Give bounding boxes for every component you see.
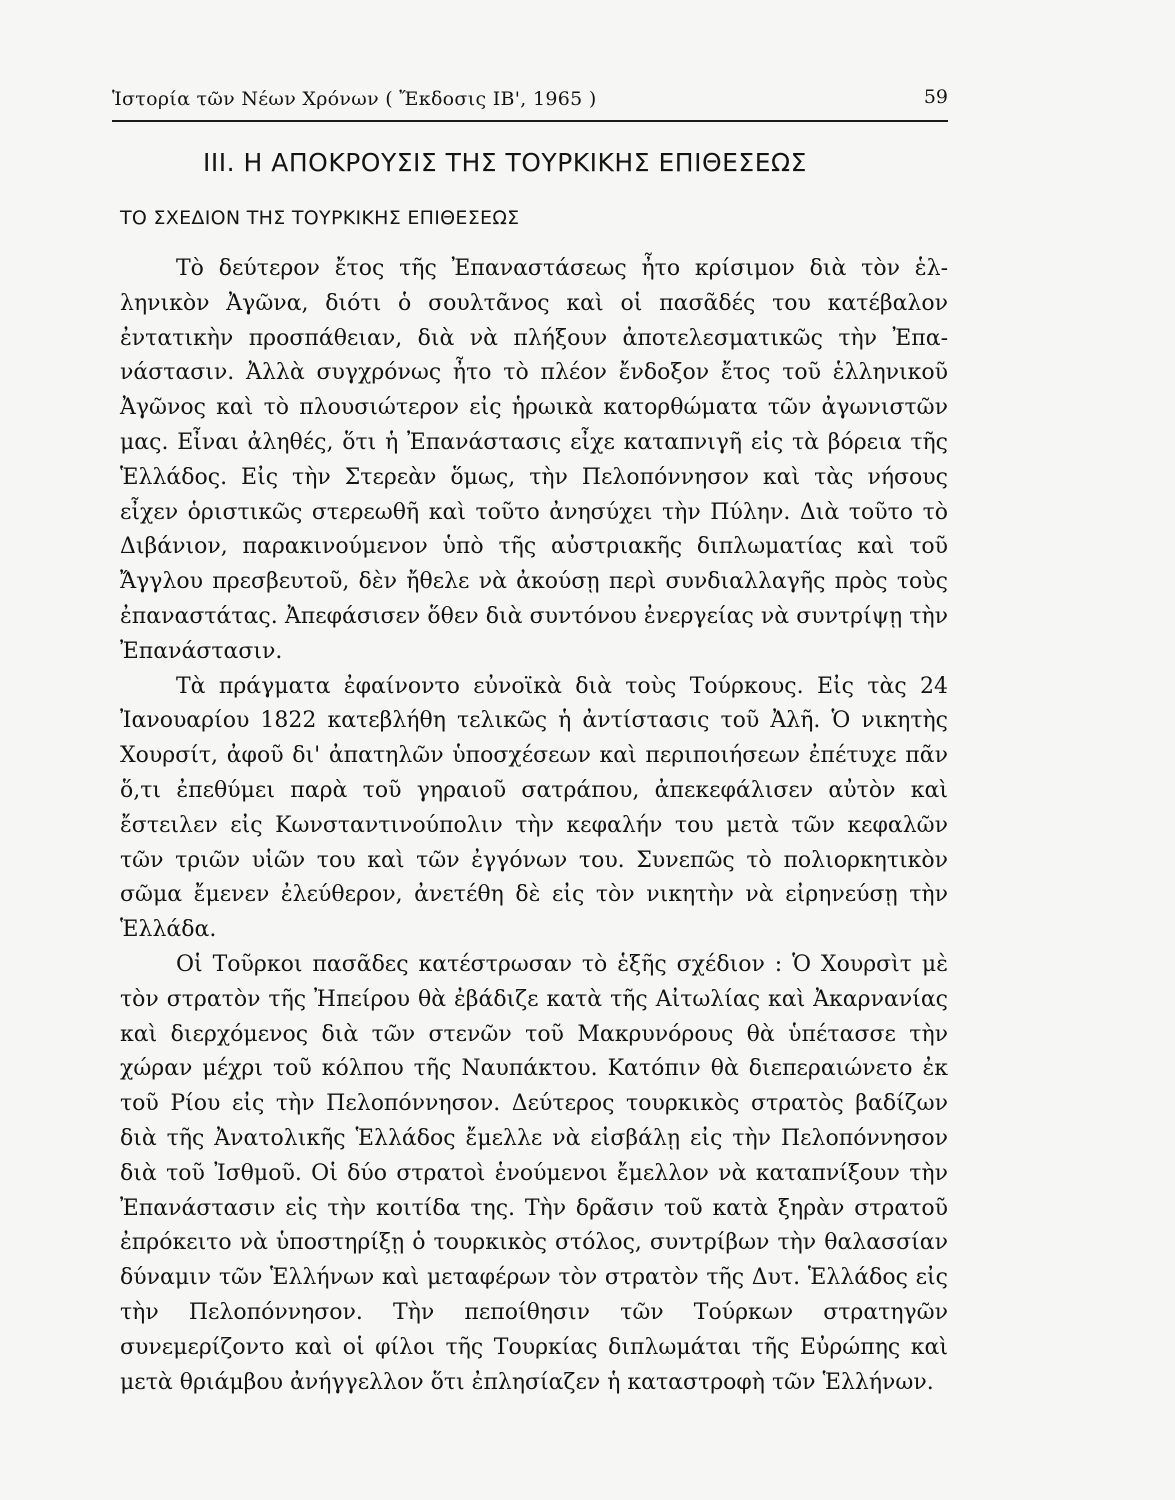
page-number: 59 [923,86,948,108]
running-title: Ἱστορία τῶν Νέων Χρόνων ( Ἔκδοσις ΙΒ', 1965 ) [112,88,597,110]
section-title: ΤΟ ΣΧΕΔΙΟΝ ΤΗΣ ΤΟΥΡΚΙΚΗΣ ΕΠΙΘΕΣΕΩΣ [120,207,520,229]
running-header [112,84,948,114]
header-rule [112,120,948,122]
body-text [120,252,948,1400]
paragraph: Τὰ πράγματα ἐφαίνοντο εὐνοϊκὰ διὰ τοὺς Τούρκους. Εἰς τὰς 24 Ἰανουαρίου 1822 κατεβλήθη τελικῶς ἡ ἀντίστασις τοῦ Ἀλῆ. Ὁ νικητὴς Χουρσίτ, ἀφοῦ δι' ἀπατηλῶν ὑποσχέσεων καὶ περιποιήσεων ἐπέτυχε πᾶν ὅ,τι ἐπεθύμει παρὰ τοῦ γηραιοῦ σατράπου, ἀπεκεφάλισεν αὐτὸν καὶ ἔστειλεν εἰς Κωνσταντινούπολιν τὴν κεφαλήν του μετὰ τῶν κεφαλῶν τῶν τριῶν υἱῶν του καὶ τῶν ἐγγόνων του. Συνεπῶς τὸ πολιορκητικὸν σῶμα ἔμενεν ἐλεύθερον, ἀνετέθη δὲ εἰς τὸν νικητὴν νὰ εἰρηνεύσῃ τὴν Ἑλλάδα. [120,673,948,943]
paragraph: Οἱ Τοῦρκοι πασᾶδες κατέστρωσαν τὸ ἑξῆς σχέδιον : Ὁ Χουρσὶτ μὲ τὸν στρατὸν τῆς Ἠπείρου θὰ ἐβάδιζε κατὰ τῆς Αἰτωλίας καὶ Ἀκαρνανίας καὶ διερχόμενος διὰ τῶν στενῶν τοῦ Μακρυνόρους θὰ ὑπέτασσε τὴν χώραν μέχρι τοῦ κόλπου τῆς Ναυπάκτου. Κατόπιν θὰ διεπεραιώνετο ἐκ τοῦ Ρίου εἰς τὴν Πελοπόννησον. Δεύτερος τουρκικὸς στρατὸς βαδίζων διὰ τῆς Ἀνατολικῆς Ἑλλάδος ἔμελλε νὰ εἰσβάλῃ εἰς τὴν Πελοπόννησον διὰ τοῦ Ἰσθμοῦ. Οἱ δύο στρατοὶ ἑνούμενοι ἔμελλον νὰ καταπνίξουν τὴν Ἐπανάστασιν εἰς τὴν κοιτίδα της. Τὴν δρᾶσιν τοῦ κατὰ ξηρὰν στρατοῦ ἐπρόκειτο νὰ ὑποστηρίξῃ ὁ τουρκικὸς στόλος, συντρίβων τὴν θαλασσίαν δύναμιν τῶν Ἑλλήνων καὶ μεταφέρων τὸν στρατὸν τῆς Δυτ. Ἑλλάδος εἰς τὴν Πελοπόννησον. Τὴν πεποίθησιν τῶν Τούρκων στρατηγῶν συνεμερίζοντο καὶ οἱ φίλοι τῆς Τουρκίας διπλωμάται τῆς Εὐρώπης καὶ μετὰ θριάμβου ἀνήγγελλον ὅτι ἐπλησίαζεν ἡ καταστροφὴ τῶν Ἑλλήνων. [120,951,948,1395]
chapter-title: III. Η ΑΠΟΚΡΟΥΣΙΣ ΤΗΣ ΤΟΥΡΚΙΚΗΣ ΕΠΙΘΕΣΕΩΣ [203,148,807,177]
paragraph: Τὸ δεύτερον ἔτος τῆς Ἐπαναστάσεως ἦτο κρίσιμον διὰ τὸν ἑλληνικὸν Ἀγῶνα, διότι ὁ σουλτᾶνος καὶ οἱ πασᾶδές του κατέβαλον ἐντατικὴν προσπάθειαν, διὰ νὰ πλήξουν ἀποτελεσματικῶς τὴν Ἐπανάστασιν. Ἀλλὰ συγχρόνως ἦτο τὸ πλέον ἔνδοξον ἔτος τοῦ ἑλληνικοῦ Ἀγῶνος καὶ τὸ πλουσιώτερον εἰς ἡρωικὰ κατορθώματα τῶν ἀγωνιστῶν μας. Εἶναι ἀληθές, ὅτι ἡ Ἐπανάστασις εἶχε καταπνιγῆ εἰς τὰ βόρεια τῆς Ἑλλάδος. Εἰς τὴν Στερεὰν ὅμως, τὴν Πελοπόννησον καὶ τὰς νήσους εἶχεν ὁριστικῶς στερεωθῆ καὶ τοῦτο ἀνησύχει τὴν Πύλην. Διὰ τοῦτο τὸ Διβάνιον, παρακινούμενον ὑπὸ τῆς αὐστριακῆς διπλωματίας καὶ τοῦ Ἄγγλου πρεσβευτοῦ, δὲν ἤθελε νὰ ἀκούσῃ περὶ συνδιαλλαγῆς πρὸς τοὺς ἐπαναστάτας. Ἀπεφάσισεν ὅθεν διὰ συντόνου ἐνεργείας νὰ συντρίψῃ τὴν Ἐπανάστασιν. [120,256,948,664]
